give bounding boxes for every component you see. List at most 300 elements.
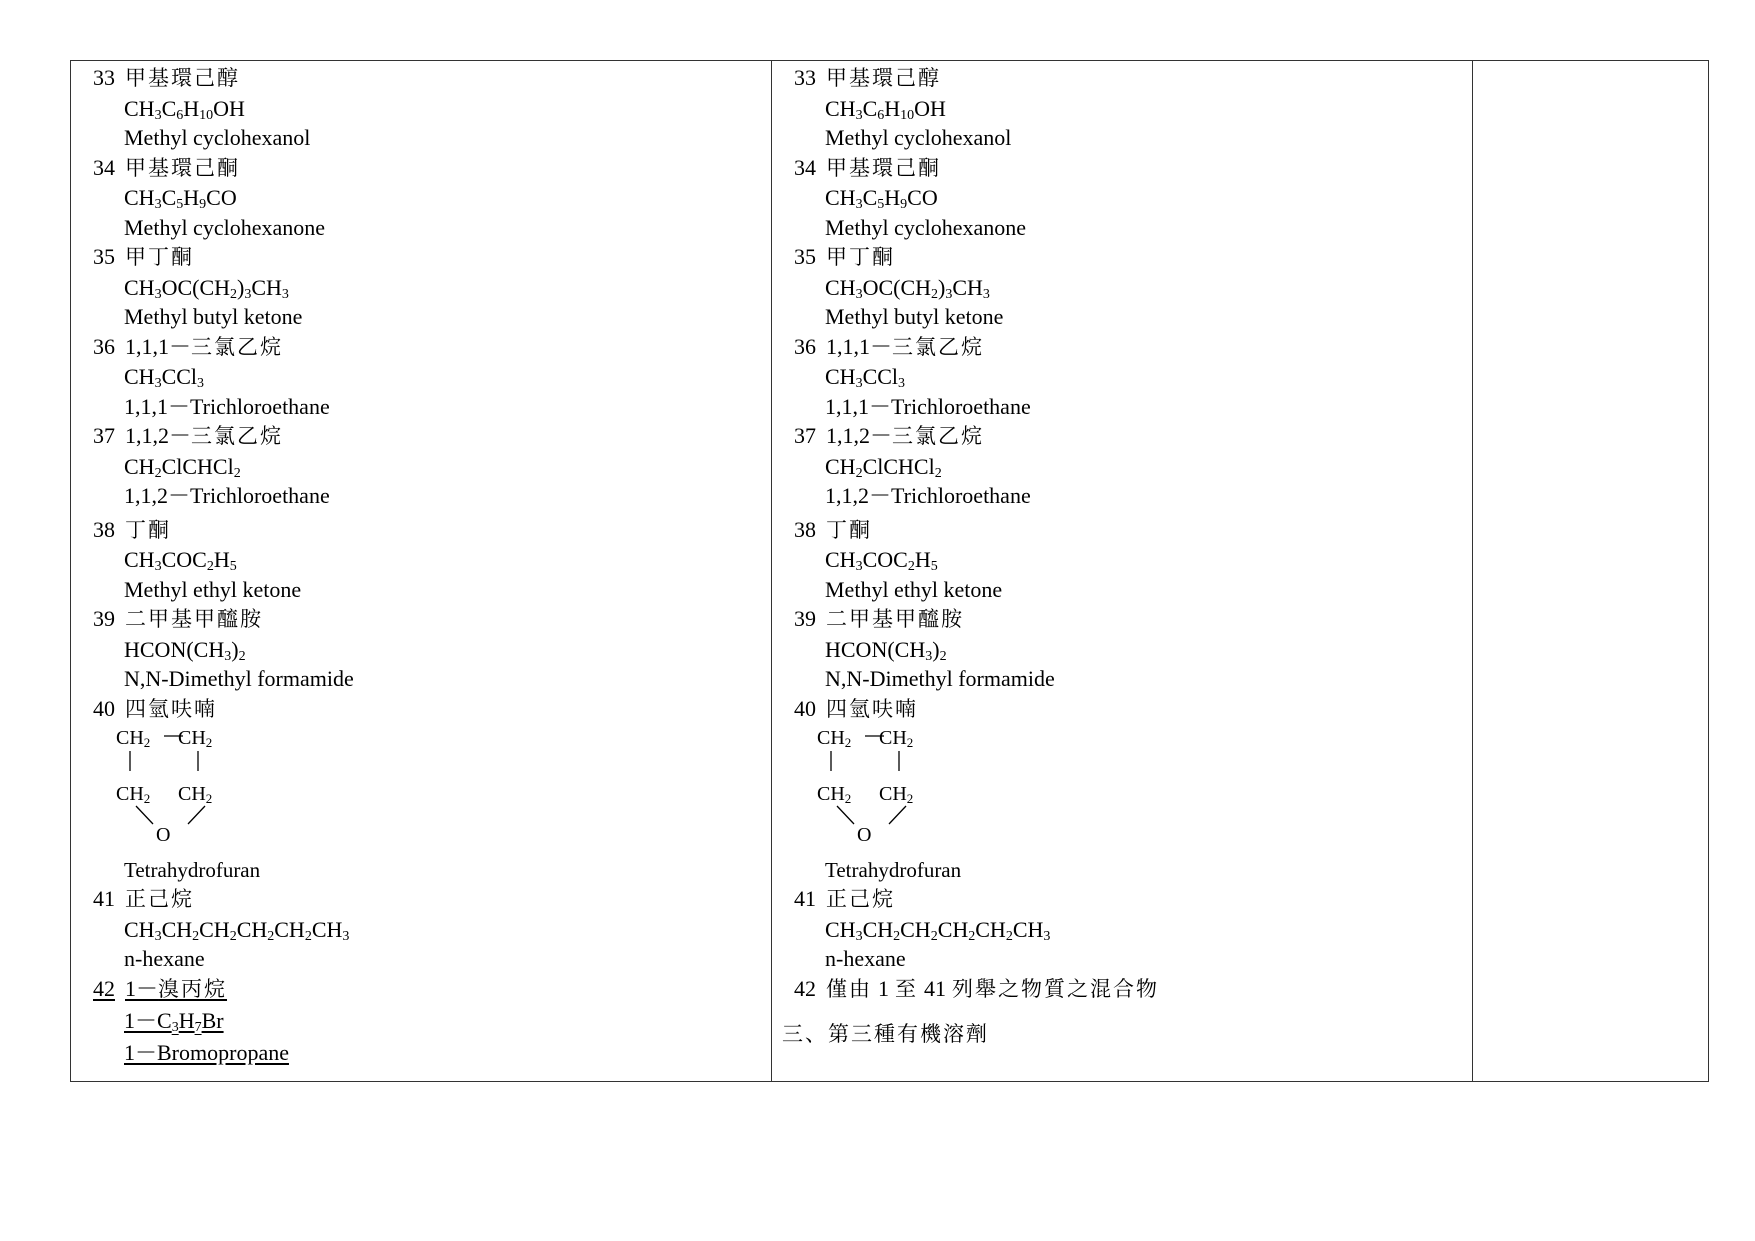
item-number: 39: [794, 606, 816, 631]
english-name-text: Methyl cyclohexanone: [124, 214, 325, 240]
chemical-formula: [93, 545, 771, 575]
item-number: 42: [794, 975, 816, 1001]
chinese-name-wrap: [125, 423, 283, 448]
notes-column-cell: [1473, 61, 1709, 1082]
chinese-name: 甲丁酮: [125, 245, 194, 269]
solvent-item-41: [794, 884, 1472, 974]
formula-part: H: [183, 95, 200, 121]
english-name: [93, 392, 771, 422]
item-number: 34: [794, 154, 816, 180]
formula-subscript: 3: [1043, 928, 1051, 944]
english-name-text: 1－Bromopropane: [124, 1039, 289, 1065]
ring-sub: 2: [844, 735, 852, 750]
ring-ch: CH: [817, 727, 845, 749]
ring-ch: CH: [178, 783, 206, 805]
formula-subscript: 2: [267, 928, 275, 944]
chemical-formula: [93, 452, 771, 482]
item-heading: [93, 604, 771, 635]
formula-subscript: 6: [176, 107, 184, 123]
item-heading: [93, 63, 771, 94]
ring-ch2-label: [178, 780, 212, 810]
item-number: 34: [93, 154, 115, 180]
chinese-name: 正己烷: [125, 887, 194, 911]
formula-subscript: 10: [199, 107, 214, 123]
formula-subscript: 3: [982, 286, 990, 302]
formula-subscript: 3: [898, 376, 906, 391]
chemical-formula: [794, 183, 1472, 213]
solvent-item-33: [93, 63, 771, 153]
chinese-name: 正己烷: [826, 887, 895, 911]
formula-subscript: 3: [244, 286, 252, 302]
ring-ch: CH: [817, 783, 845, 805]
formula-subscript: 3: [855, 376, 863, 391]
name-prefix: 1,1,1－: [826, 333, 893, 359]
comparison-table: [70, 60, 1709, 1082]
formula-part: CH: [274, 916, 305, 942]
chinese-name-wrap: [125, 155, 240, 180]
formula-part: ClCHCl: [161, 453, 234, 479]
english-name: [93, 664, 771, 694]
item-heading: [93, 694, 771, 725]
formula-part: H: [884, 95, 901, 121]
chinese-name-wrap: [125, 606, 263, 631]
formula-subscript: 3: [855, 107, 863, 123]
english-name-text: Methyl ethyl ketone: [124, 576, 302, 602]
formula-part: CH: [825, 453, 856, 479]
ring-oxygen-label: O: [857, 824, 872, 846]
formula-part: CH: [124, 274, 155, 300]
item-heading: [794, 694, 1472, 725]
chinese-name-wrap: [826, 517, 872, 542]
item-number: 37: [794, 423, 816, 448]
formula-part: OH: [914, 95, 946, 121]
chinese-name-wrap: [826, 244, 895, 269]
ring-sub: 2: [143, 735, 151, 750]
item-number: 35: [794, 244, 816, 269]
formula-part: CH: [975, 916, 1006, 942]
thf-ring-structure: [116, 724, 771, 856]
english-name-text: 1,1,2－Trichloroethane: [124, 483, 330, 508]
item-number: 38: [794, 516, 816, 542]
solvent-item-34: [93, 153, 771, 243]
solvent-item-37: [794, 421, 1472, 511]
formula-subscript: 3: [281, 286, 289, 302]
formula-part: H: [213, 547, 230, 572]
chinese-name-wrap: [826, 334, 984, 359]
formula-part: CH: [952, 274, 983, 300]
solvent-item-35: [794, 242, 1472, 332]
chemical-formula: [93, 635, 771, 665]
chinese-name-wrap: [826, 423, 984, 448]
formula-subscript: 2: [968, 928, 976, 944]
formula-part: CH: [199, 916, 230, 942]
english-name-text: 1,1,2－Trichloroethane: [825, 483, 1031, 508]
chemical-formula: [93, 94, 771, 124]
ring-ch: CH: [116, 783, 144, 805]
ring-ch2-label: [879, 780, 913, 810]
name-prefix: 1,1,1－: [125, 333, 192, 359]
ring-sub: 2: [205, 791, 213, 806]
ring-sub: 2: [906, 735, 914, 750]
formula-subscript: 2: [192, 928, 200, 944]
chinese-name: 二甲基甲醯胺: [125, 607, 263, 631]
formula-subscript: 9: [199, 197, 207, 212]
english-name-text: N,N-Dimethyl formamide: [124, 666, 354, 691]
mixture-text-c: 列舉之物質之混合物: [952, 976, 1159, 1001]
english-name: [93, 213, 771, 243]
formula-subscript: 3: [855, 286, 863, 302]
formula-subscript: 3: [171, 1020, 179, 1035]
formula-subscript: 2: [907, 559, 915, 574]
formula-part: OH: [213, 95, 245, 121]
section-heading: 三、第三種有機溶劑: [782, 1022, 989, 1046]
formula-subscript: 2: [855, 465, 863, 481]
formula-part: ): [237, 274, 245, 300]
mixture-text-a: 僅由: [826, 976, 872, 1001]
formula-subscript: 2: [206, 559, 214, 574]
chinese-name-wrap: [826, 65, 941, 90]
item-heading: [794, 153, 1472, 184]
solvent-item-33: [794, 63, 1472, 153]
formula-subscript: 2: [893, 928, 901, 944]
formula-subscript: 2: [154, 465, 162, 481]
chinese-name-wrap: [125, 517, 171, 542]
item-heading: [794, 515, 1472, 546]
chemical-formula: [93, 183, 771, 213]
english-name: [794, 575, 1472, 605]
formula-subscript: 9: [900, 197, 908, 212]
ring-sub: 2: [205, 735, 213, 750]
chemical-formula: [93, 362, 771, 392]
item-number: 42: [93, 975, 115, 1001]
formula-subscript: 5: [877, 197, 885, 212]
formula-part: CH: [311, 916, 343, 942]
formula-subscript: 3: [945, 286, 953, 302]
formula-part: CH: [825, 364, 856, 389]
english-name: [93, 123, 771, 153]
english-name-text: Methyl cyclohexanol: [124, 125, 311, 150]
solvent-item-40: [93, 694, 771, 885]
left-column-cell: [71, 61, 772, 1082]
formula-part: CH: [825, 547, 856, 572]
item-number: 40: [794, 695, 816, 721]
ring-ch2-label: [817, 780, 851, 810]
chinese-name: 三氯乙烷: [892, 424, 985, 448]
solvent-item-38: [93, 515, 771, 605]
formula-subscript: 3: [224, 648, 232, 664]
formula-subscript: 5: [229, 559, 237, 574]
chinese-name: 三氯乙烷: [892, 334, 985, 359]
solvent-item-41: [93, 884, 771, 974]
formula-part: OC(CH: [862, 274, 932, 300]
ring-ch2-label: [817, 724, 851, 754]
chinese-name-wrap: [125, 244, 194, 269]
item-number: 33: [794, 65, 816, 90]
ring-ch2-label: [879, 724, 913, 754]
ring-ch2-label: [116, 724, 150, 754]
solvent-item-37: [93, 421, 771, 511]
formula-subscript: 2: [931, 286, 939, 302]
item-number: 36: [794, 333, 816, 359]
formula-part: H: [914, 547, 931, 572]
ring-oxygen-label: O: [156, 824, 171, 846]
chemical-formula: [794, 452, 1472, 482]
item-number: 33: [93, 65, 115, 90]
item-heading: [93, 421, 771, 452]
formula-part: COC: [161, 547, 207, 572]
chinese-name-wrap: [125, 334, 283, 359]
chinese-name-wrap: [125, 696, 217, 721]
english-name-text: n-hexane: [124, 946, 205, 971]
chemical-formula: [794, 915, 1472, 945]
formula-part: OC(CH: [161, 274, 231, 300]
formula-part: CCl: [161, 364, 198, 389]
formula-part: CH: [862, 916, 894, 942]
ring-ch2-label: [116, 780, 150, 810]
name-prefix: 1－: [125, 975, 159, 1001]
english-name: [93, 481, 771, 511]
mixture-number-1: 1: [878, 975, 889, 1001]
formula-part: H: [183, 185, 200, 210]
formula-part: COC: [862, 547, 908, 572]
formula-subscript: 7: [194, 1020, 202, 1035]
ring-ch: CH: [879, 783, 907, 805]
ring-sub: 2: [906, 791, 914, 806]
chemical-formula: [93, 915, 771, 945]
chemical-formula: [93, 273, 771, 303]
formula-subscript: 3: [154, 376, 162, 391]
english-name: [794, 213, 1472, 243]
ring-sub: 2: [143, 791, 151, 806]
chinese-name-wrap: [125, 976, 227, 1001]
formula-subscript: 5: [176, 197, 184, 212]
formula-subscript: 3: [154, 197, 162, 212]
formula-part: CH: [825, 916, 856, 942]
formula-subscript: 2: [934, 465, 942, 481]
solvent-item-39: [93, 604, 771, 694]
formula-part: CCl: [862, 364, 899, 389]
formula-part: CH: [900, 916, 931, 942]
solvent-item-36: [93, 332, 771, 422]
solvent-item-40: [794, 694, 1472, 885]
formula-subscript: 3: [342, 928, 350, 944]
english-name-text: 1,1,1－Trichloroethane: [124, 393, 330, 419]
english-name: [93, 302, 771, 332]
thf-ring-structure: [817, 724, 1472, 856]
formula-part: CH: [161, 916, 193, 942]
ring-ch2-label: [178, 724, 212, 754]
right-solvent-list: [772, 61, 1472, 1050]
formula-part: CH: [124, 95, 155, 121]
item-heading: [93, 242, 771, 273]
formula-part: C: [161, 185, 177, 210]
chinese-name: 三氯乙烷: [191, 334, 284, 359]
chinese-name: 甲基環己醇: [826, 66, 941, 90]
item-heading: [794, 884, 1472, 915]
formula-subscript: 10: [900, 107, 915, 123]
item-heading: [794, 242, 1472, 273]
item-heading: [93, 153, 771, 184]
formula-part: H: [884, 185, 901, 210]
formula-part: CO: [907, 185, 938, 210]
formula-part: CH: [251, 274, 282, 300]
formula-part: 1－C: [124, 1008, 172, 1033]
formula-subscript: 3: [154, 286, 162, 302]
formula-subscript: 3: [855, 928, 863, 944]
formula-subscript: 2: [238, 648, 246, 664]
english-name-text: n-hexane: [825, 946, 906, 971]
formula-part: CH: [124, 185, 155, 210]
solvent-item-34: [794, 153, 1472, 243]
chinese-name: 四氫呋喃: [125, 696, 217, 721]
formula-part: C: [161, 95, 177, 121]
english-name-text: Methyl butyl ketone: [124, 304, 303, 329]
solvent-item-38: [794, 515, 1472, 605]
chinese-name: 甲基環己醇: [125, 66, 240, 90]
chinese-name-wrap: [826, 606, 964, 631]
formula-subscript: 3: [855, 197, 863, 212]
left-solvent-list: [71, 61, 771, 1067]
chemical-formula: [794, 94, 1472, 124]
formula-part: Br: [201, 1008, 224, 1033]
formula-part: CH: [124, 453, 155, 479]
english-name-text: Methyl ethyl ketone: [825, 576, 1003, 602]
formula-subscript: 3: [197, 376, 205, 391]
chinese-name: 甲基環己酮: [125, 155, 240, 180]
formula-subscript: 2: [930, 928, 938, 944]
item-heading: [93, 332, 771, 363]
formula-part: CH: [124, 364, 155, 389]
chemical-formula: [794, 362, 1472, 392]
chinese-name-wrap: [826, 155, 941, 180]
solvent-item-42: [93, 974, 771, 1068]
english-name-text: 1,1,1－Trichloroethane: [825, 393, 1031, 419]
formula-part: HCON(CH: [825, 636, 926, 662]
item-number: 35: [93, 244, 115, 269]
english-name-text: Methyl cyclohexanone: [825, 214, 1026, 240]
item-heading: [794, 332, 1472, 363]
formula-part: HCON(CH: [124, 636, 225, 662]
english-name: Tetrahydrofuran: [124, 858, 261, 882]
item-number: 39: [93, 606, 115, 631]
formula-part: CH: [124, 916, 155, 942]
formula-part: CH: [236, 916, 268, 942]
item-heading: [794, 421, 1472, 452]
formula-part: CH: [937, 916, 969, 942]
formula-part: CH: [825, 185, 856, 210]
formula-subscript: 3: [855, 559, 863, 574]
formula-part: CH: [825, 274, 856, 300]
ring-ch: CH: [178, 727, 206, 749]
english-name: [93, 944, 771, 974]
english-name: [93, 1038, 771, 1068]
english-name: [93, 575, 771, 605]
solvent-item-35: [93, 242, 771, 332]
formula-subscript: 2: [229, 928, 237, 944]
item-number: 38: [93, 516, 115, 542]
chinese-name: 甲丁酮: [826, 245, 895, 269]
formula-part: ): [938, 274, 946, 300]
formula-subscript: 3: [154, 107, 162, 123]
name-prefix: 1,1,2－: [826, 423, 893, 448]
chemical-formula: [794, 273, 1472, 303]
item-heading: [93, 515, 771, 546]
chemical-formula: [794, 545, 1472, 575]
item-heading: [794, 604, 1472, 635]
item-heading: [794, 63, 1472, 94]
chinese-name-wrap: [826, 696, 918, 721]
formula-subscript: 5: [930, 559, 938, 574]
item-number: 41: [93, 886, 115, 911]
english-name-text: N,N-Dimethyl formamide: [825, 666, 1055, 691]
formula-part: CO: [206, 185, 237, 210]
chinese-name: 三氯乙烷: [191, 424, 284, 448]
formula-subscript: 6: [877, 107, 885, 123]
formula-subscript: 2: [230, 286, 238, 302]
item-heading: [93, 884, 771, 915]
chemical-formula: [794, 635, 1472, 665]
item-number: 41: [794, 886, 816, 911]
chinese-name-wrap: [125, 65, 240, 90]
ring-ch: CH: [116, 727, 144, 749]
chinese-name: 丁酮: [826, 517, 872, 542]
english-name: [794, 392, 1472, 422]
formula-subscript: 2: [939, 648, 947, 664]
formula-part: C: [862, 185, 878, 210]
formula-part: ): [231, 636, 239, 662]
chinese-name-wrap: [826, 886, 895, 911]
chinese-name: 甲基環己酮: [826, 155, 941, 180]
chemical-formula: [93, 1006, 771, 1036]
formula-subscript: 2: [304, 928, 312, 944]
chinese-name: 溴丙烷: [158, 976, 228, 1001]
english-name-text: Methyl butyl ketone: [825, 304, 1004, 329]
formula-subscript: 3: [154, 928, 162, 944]
chinese-name-wrap: [125, 886, 194, 911]
solvent-item-42-mixture: [794, 974, 1472, 1005]
formula-subscript: 2: [1005, 928, 1013, 944]
english-name: [794, 123, 1472, 153]
english-name: [794, 944, 1472, 974]
formula-part: ): [932, 636, 940, 662]
formula-subscript: 3: [925, 648, 933, 664]
formula-part: H: [178, 1008, 195, 1033]
chinese-name: 丁酮: [125, 517, 171, 542]
formula-subscript: 2: [233, 465, 241, 481]
english-name: Tetrahydrofuran: [825, 858, 962, 882]
ring-ch: CH: [879, 727, 907, 749]
chinese-name: 四氫呋喃: [826, 696, 918, 721]
english-name: [794, 664, 1472, 694]
formula-part: ClCHCl: [862, 453, 935, 479]
formula-part: C: [862, 95, 878, 121]
formula-part: CH: [825, 95, 856, 121]
solvent-item-39: [794, 604, 1472, 694]
right-column-cell: [772, 61, 1473, 1082]
solvent-item-36: [794, 332, 1472, 422]
item-number: 36: [93, 333, 115, 359]
item-number: 40: [93, 695, 115, 721]
formula-part: CH: [1012, 916, 1044, 942]
formula-subscript: 3: [154, 559, 162, 574]
english-name: [794, 481, 1472, 511]
chinese-name: 二甲基甲醯胺: [826, 607, 964, 631]
ring-sub: 2: [844, 791, 852, 806]
mixture-number-2: 41: [924, 975, 946, 1001]
mixture-text-b: 至: [895, 976, 918, 1001]
name-prefix: 1,1,2－: [125, 423, 192, 448]
formula-part: CH: [124, 547, 155, 572]
